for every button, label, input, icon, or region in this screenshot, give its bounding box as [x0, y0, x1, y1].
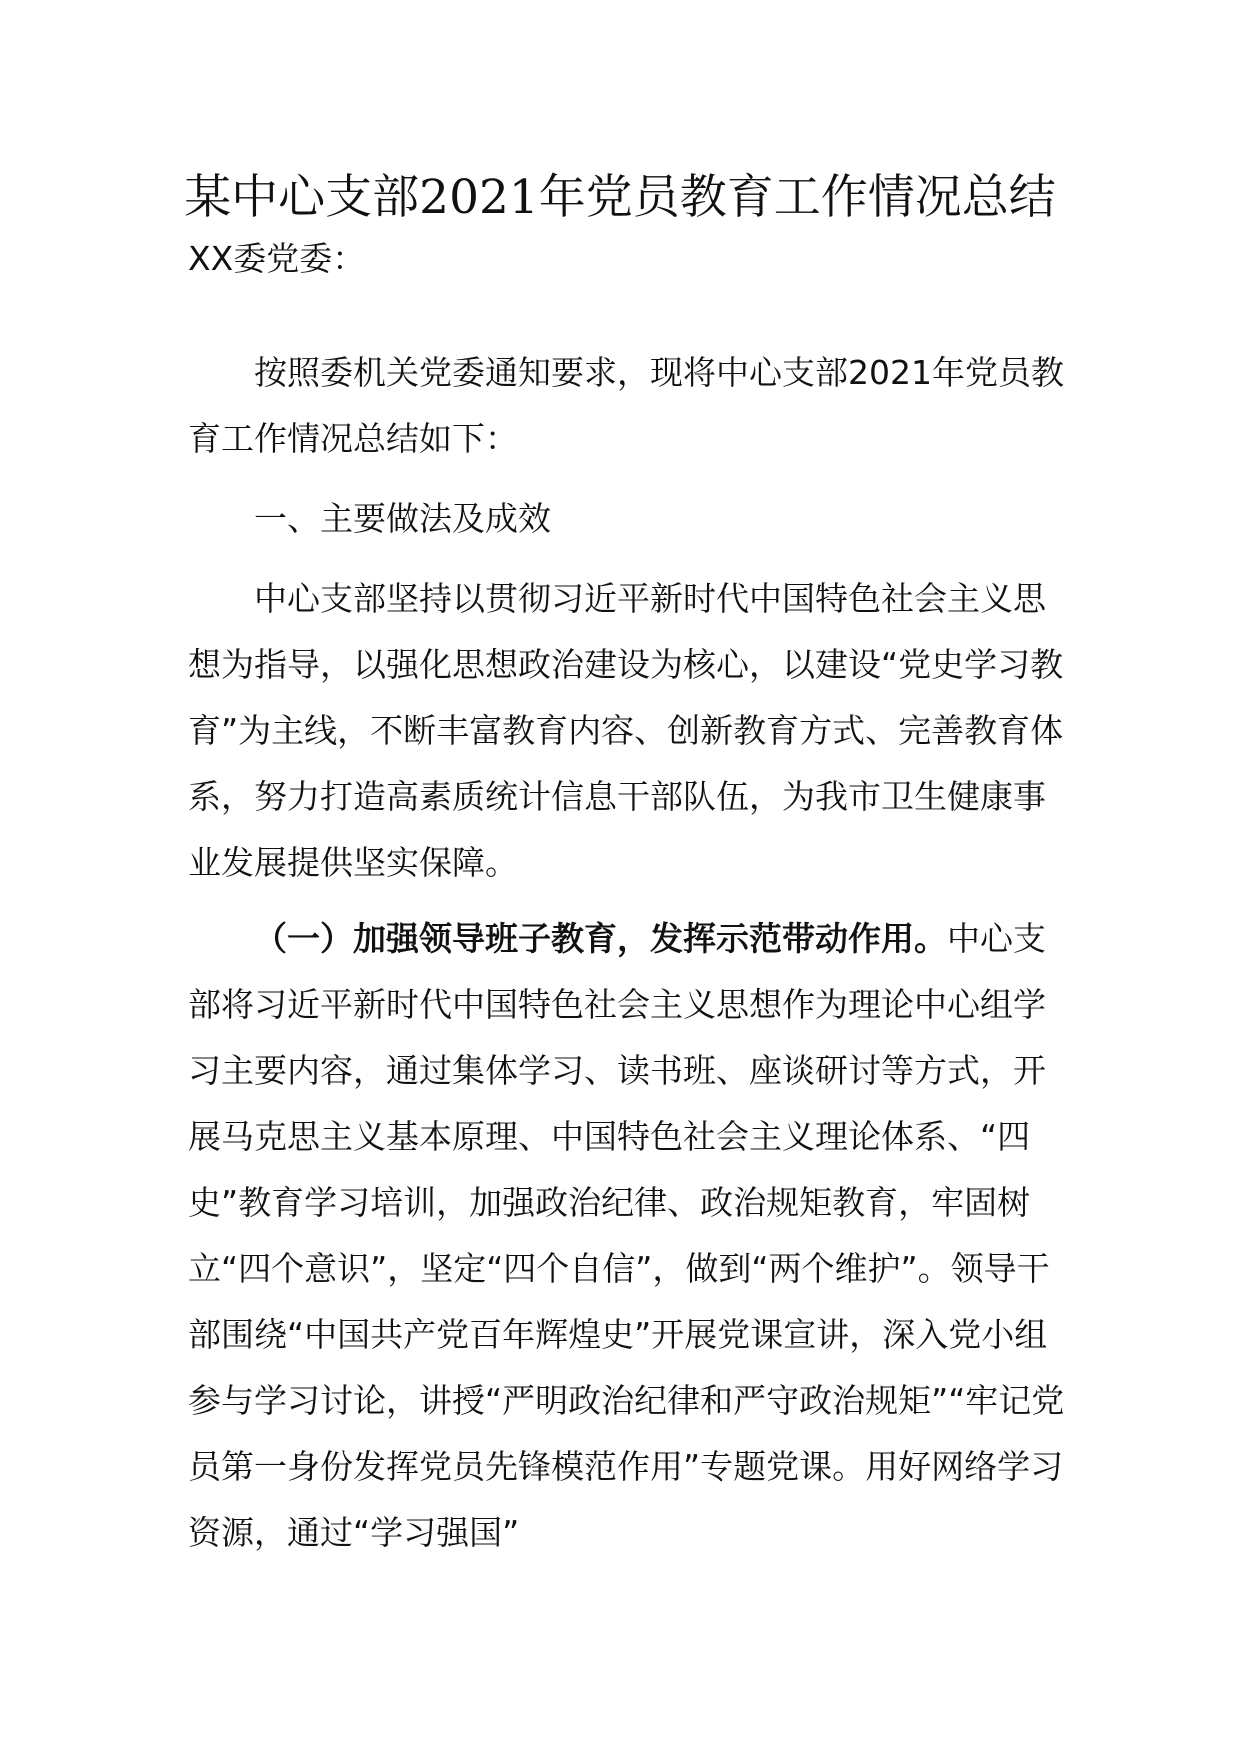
intro-paragraph: 按照委机关党委通知要求，现将中心支部2021年党员教育工作情况总结如下： — [188, 353, 1064, 458]
salutation: XX委党委： — [188, 239, 366, 278]
subsection-paragraph — [188, 906, 1068, 1566]
main-paragraph: 中心支部坚持以贯彻习近平新时代中国特色社会主义思想为指导，以强化思想政治建设为核心，以建设“党史学习教育”为主线，不断丰富教育内容、创新教育方式、完善教育体系，努力打造高素质统计信息干部队伍，为我市卫生健康事业发展提供坚实保障。 — [188, 579, 1064, 882]
document-title: 某中心支部2021年党员教育工作情况总结 — [184, 170, 1056, 225]
subsection-body: 中心支部将习近平新时代中国特色社会主义思想作为理论中心组学习主要内容，通过集体学习、读书班、座谈研讨等方式，开展马克思主义基本原理、中国特色社会主义理论体系、“四史”教育学习培训，加强政治纪律、政治规矩教育，牢固树立“四个意识”，坚定“四个自信”，做到“两个维护”。领导干部围绕“中国共产党百年辉煌史”开展党课宣讲，深入党小组参与学习讨论，讲授“严明政治纪律和严守政治规矩”“牢记党员第一身份发挥党员先锋模范作用”专题党课。用好网络学习资源，通过“学习强国” — [188, 919, 1065, 1552]
section-heading: 一、主要做法及成效 — [254, 499, 551, 538]
subsection-heading: （一）加强领导班子教育，发挥示范带动作用。 — [254, 919, 947, 958]
